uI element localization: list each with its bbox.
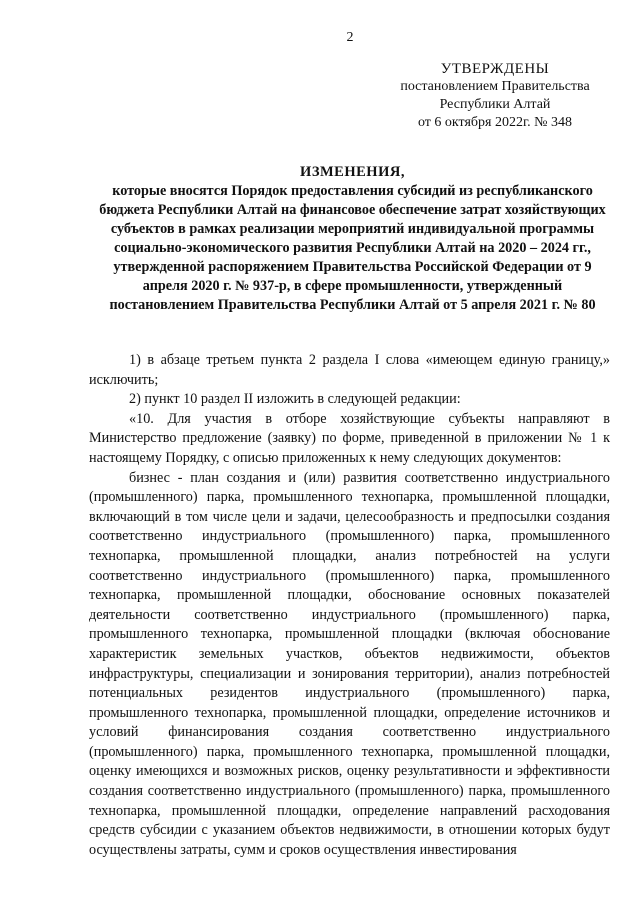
approval-line: постановлением Правительства bbox=[400, 79, 590, 94]
approval-block bbox=[380, 60, 610, 132]
approval-title: УТВЕРЖДЕНЫ bbox=[440, 61, 550, 77]
paragraph: бизнес - план создания и (или) развития соответственно индустриального (промышленного) парка, промышленного технопарка, промышленной площадки, включающий в том числе цели и задачи, целесообразность и предпосылки создания соответственно индустриального (промышленного) парка, промышленного технопарка, промышленной площадки, анализ потребностей на услуги соответственно индустриального (промышленного) парка, промышленного технопарка, промышленной площадки, обоснование основных показателей деятельности соответственно индустриального (промышленного) парка, промышленного технопарка, промышленной площадки (включая обоснование характеристик земельных участков, объектов недвижимости, объектов инфраструктуры, специализации и зонирования территории), анализ потребностей потенциальных резидентов индустриального (промышленного) парка, промышленного технопарка, промышленной площадки, определение источников и условий финансирования создания соответственно индустриального (промышленного) парка, промышленного технопарка, промышленной площадки, оценку имеющихся и возможных рисков, оценку результативности и эффективности создания соответственно индустриального (промышленного) парка, промышленного технопарка, промышленной площадки, определение направлений расходования средств субсидии с указанием объектов недвижимости, в отношении которых будут осуществлены затраты, сумм и сроков осуществления инвестирования bbox=[89, 469, 610, 858]
page-number: 2 bbox=[346, 30, 354, 45]
approval-line: Республики Алтай bbox=[439, 97, 551, 112]
document-heading bbox=[90, 163, 615, 315]
paragraph: «10. Для участия в отборе хозяйствующие субъекты направляют в Министерство предложение (заявку) по форме, приведенной в приложении № 1 к настоящему Порядку, с описью приложенных к нему следующих документов: bbox=[89, 410, 610, 466]
approval-date: от 6 октября 2022г. № 348 bbox=[417, 115, 572, 130]
heading-text: которые вносятся Порядок предоставления субсидий из республиканского бюджета Республики Алтай на финансовое обеспечение затрат хозяйствующих субъектов в рамках реализации мероприятий индивидуальной программы социально-экономического развития Республики Алтай на 2020 – 2024 гг., утвержденной распоряжением Правительства Российской Федерации от 9 апреля 2020 г. № 937-р, в сфере промышленности, утвержденный постановлением Правительства Республики Алтай от 5 апреля 2021 г. № 80 bbox=[99, 183, 606, 313]
paragraph: 2) пункт 10 раздел II изложить в следующей редакции: bbox=[129, 391, 461, 408]
paragraph: 1) в абзаце третьем пункта 2 раздела I слова «имеющем единую границу,» исключить; bbox=[89, 352, 610, 388]
document-body bbox=[89, 351, 610, 860]
heading-title: ИЗМЕНЕНИЯ, bbox=[300, 164, 405, 180]
